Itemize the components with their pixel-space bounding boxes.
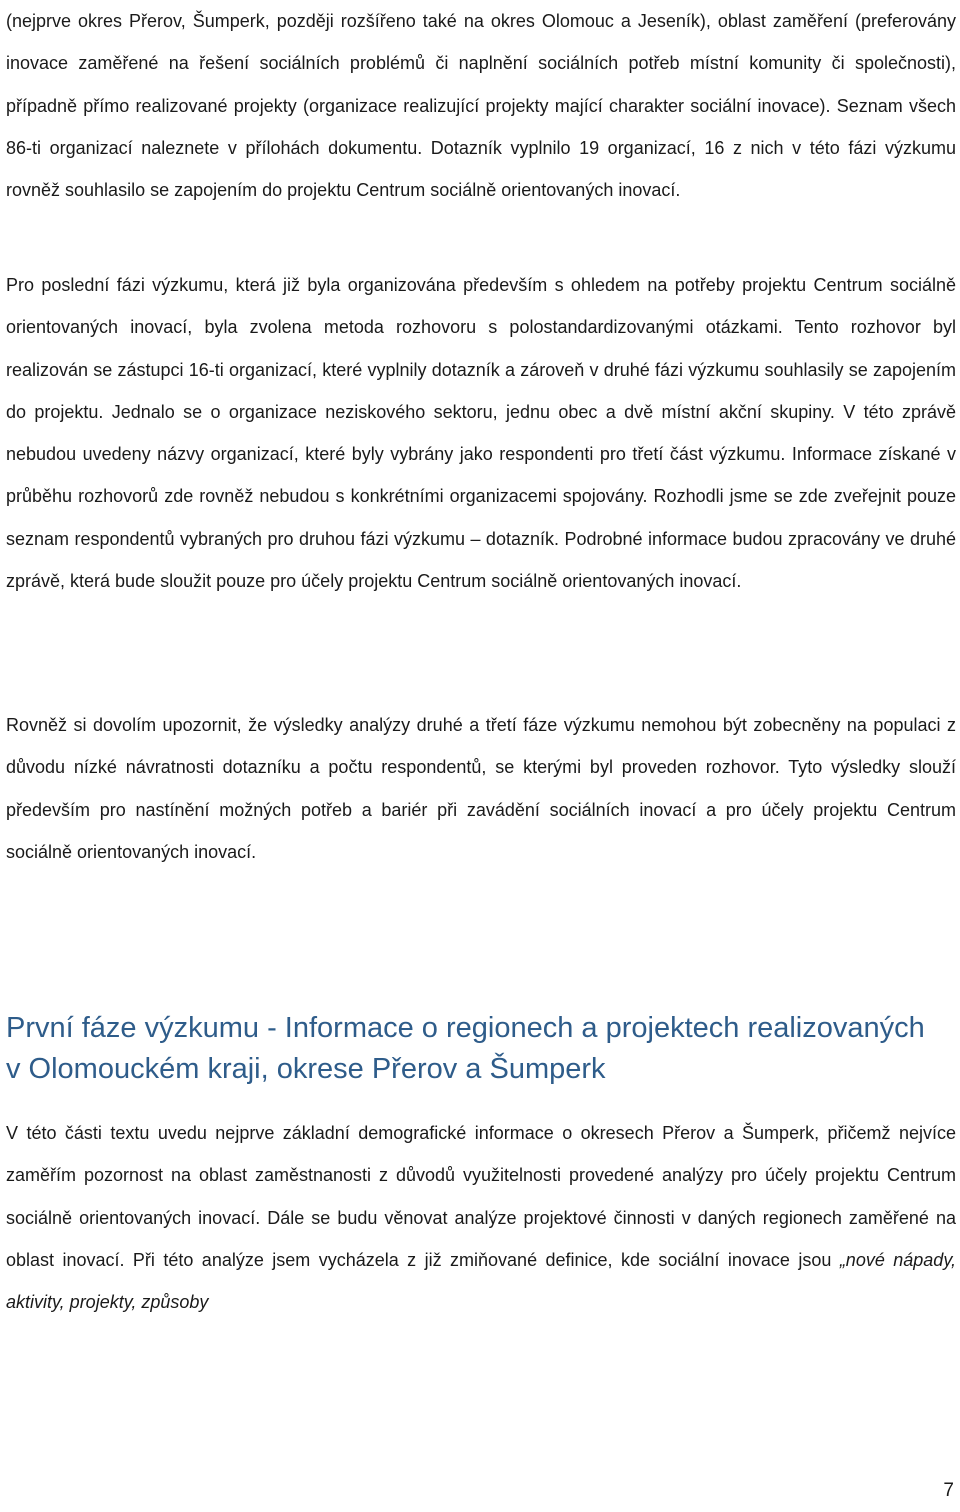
page-number: 7: [943, 1480, 954, 1501]
body-paragraph-1: (nejprve okres Přerov, Šumperk, později rozšířeno také na okres Olomouc a Jeseník), oblast zaměření (preferovány inovace zaměřené na řešení sociálních problémů či naplnění sociálních potřeb místní komunity či společnosti), případně přímo realizované projekty (organizace realizující projekty mající charakter sociální inovace). Seznam všech 86-ti organizací naleznete v přílohách dokumentu. Dotazník vyplnilo 19 organizací, 16 z nich v této fázi výzkumu rovněž souhlasilo se zapojením do projektu Centrum sociálně orientovaných inovací.: [6, 11, 956, 201]
section-paragraph-text: V této části textu uvedu nejprve základní demografické informace o okresech Přerov a Šumperk, přičemž nejvíce zaměřím pozornost na oblast zaměstnanosti z důvodů využitelnosti provedené analýzy pro účely projektu Centrum sociálně orientovaných inovací. Dále se budu věnovat analýze projektové činnosti v daných regionech zaměřené na oblast inovací. Při této analýze jsem vycházela z již zmiňované definice, kde sociální inovace jsou: [6, 1123, 956, 1270]
section-heading: První fáze výzkumu - Informace o regionech a projektech realizovaných v Olomouckém kraji, okrese Přerov a Šumperk: [6, 1012, 925, 1085]
section-paragraph: [6, 1112, 956, 1323]
body-paragraph-2: Pro poslední fázi výzkumu, která již byla organizována především s ohledem na potřeby projektu Centrum sociálně orientovaných inovací, byla zvolena metoda rozhovoru s polostandardizovanými otázkami. Tento rozhovor byl realizován se zástupci 16-ti organizací, které vyplnily dotazník a zároveň v druhé fázi výzkumu souhlasily se zapojením do projektu. Jednalo se o organizace neziskového sektoru, jednu obec a dvě místní akční skupiny. V této zprávě nebudou uvedeny názvy organizací, které byly vybrány jako respondenti pro třetí část výzkumu. Informace získané v průběhu rozhovorů zde rovněž nebudou s konkrétními organizacemi spojovány. Rozhodli jsme se zde zveřejnit pouze seznam respondentů vybraných pro druhou fázi výzkumu – dotazník. Podrobné informace budou zpracovány ve druhé zprávě, která bude sloužit pouze pro účely projektu Centrum sociálně orientovaných inovací.: [6, 275, 956, 592]
definition-quote: „nové nápady, aktivity, projekty, způsoby: [6, 1249, 956, 1313]
body-paragraph-3: Rovněž si dovolím upozornit, že výsledky analýzy druhé a třetí fáze výzkumu nemohou být zobecněny na populaci z důvodu nízké návratnosti dotazníku a počtu respondentů, se kterými byl proveden rozhovor. Tyto výsledky slouží především pro nastínění možných potřeb a bariér při zavádění sociálních inovací a pro účely projektu Centrum sociálně orientovaných inovací.: [6, 715, 956, 862]
